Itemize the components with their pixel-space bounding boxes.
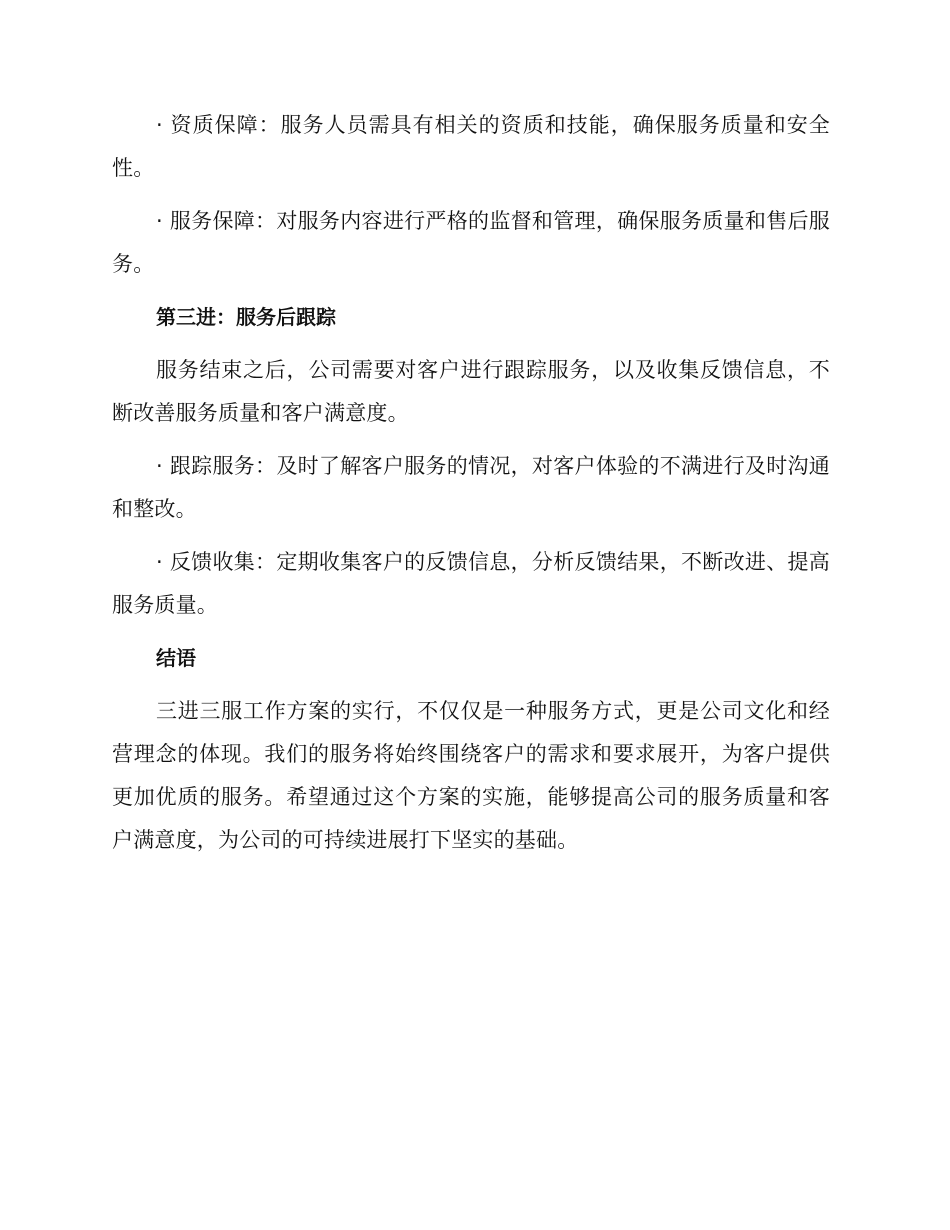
paragraph-post-service-intro: 服务结束之后，公司需要对客户进行跟踪服务，以及收集反馈信息，不断改善服务质量和客户满意度。 — [112, 358, 830, 425]
section-heading-conclusion: 结语 — [156, 646, 196, 670]
document-page — [112, 104, 830, 872]
bullet-tracking-service: · 跟踪服务：及时了解客户服务的情况，对客户体验的不满进行及时沟通和整改。 — [112, 454, 830, 521]
bullet-qualification-guarantee: · 资质保障：服务人员需具有相关的资质和技能，确保服务质量和安全性。 — [112, 113, 830, 180]
bullet-feedback-collection: · 反馈收集：定期收集客户的反馈信息，分析反馈结果，不断改进、提高服务质量。 — [112, 550, 830, 617]
bullet-service-guarantee: · 服务保障：对服务内容进行严格的监督和管理，确保服务质量和售后服务。 — [112, 209, 830, 276]
paragraph-conclusion: 三进三服工作方案的实行，不仅仅是一种服务方式，更是公司文化和经营理念的体现。我们的服务将始终围绕客户的需求和要求展开，为客户提供更加优质的服务。希望通过这个方案的实施，能够提高公司的服务质量和客户满意度，为公司的可持续进展打下坚实的基础。 — [112, 699, 830, 852]
section-heading-post-service-tracking: 第三进：服务后跟踪 — [156, 305, 336, 329]
